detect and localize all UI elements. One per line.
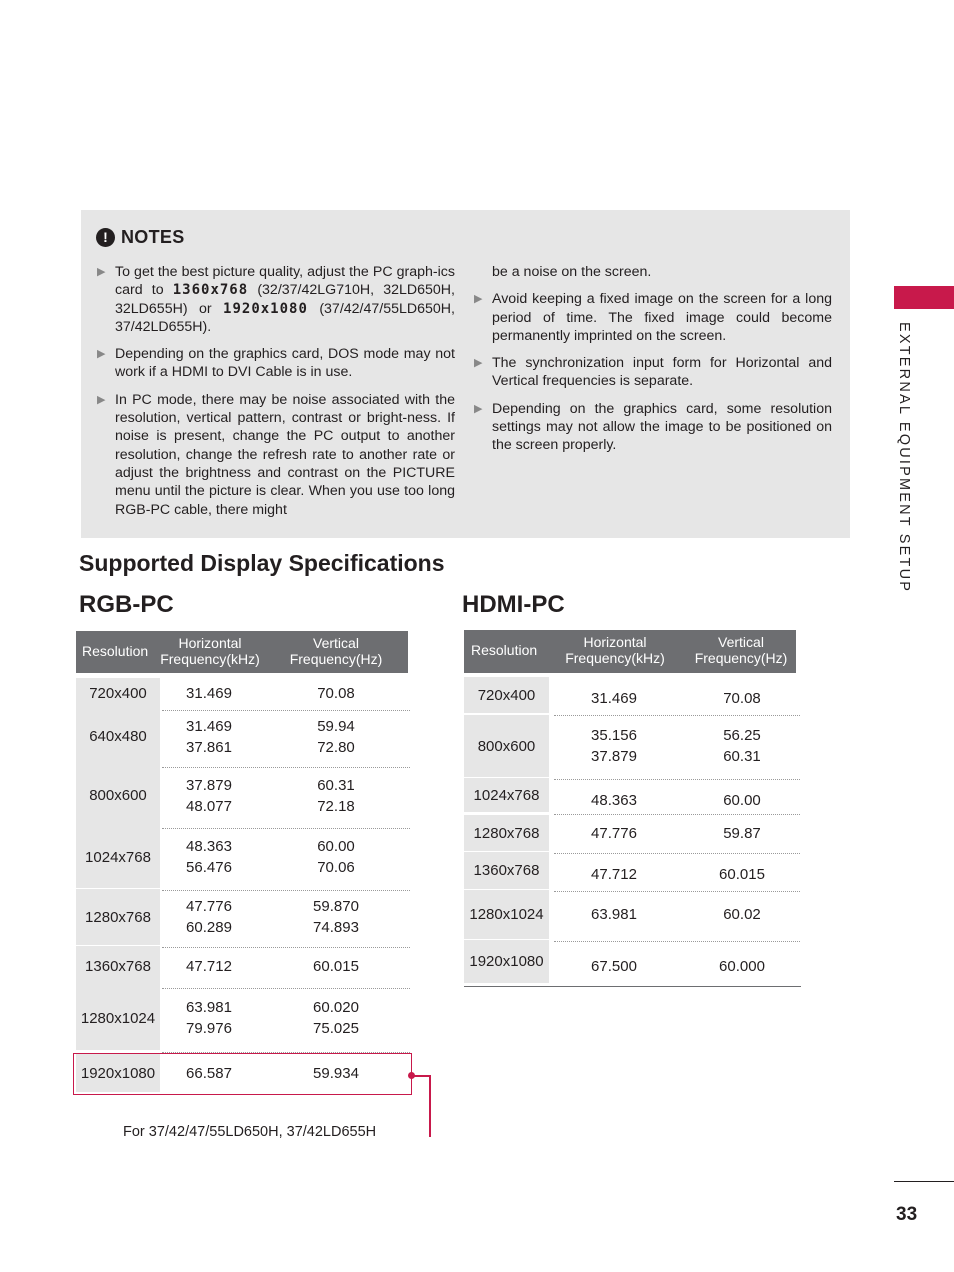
row-divider [554, 779, 800, 780]
horizontal-frequency: 47.712 [186, 957, 232, 975]
vertical-frequency: 60.02 [723, 906, 761, 923]
resolution-cell: 1024x768 [464, 778, 549, 812]
horizontal-frequency: 37.879 [591, 748, 637, 765]
vertical-frequency: 60.000 [719, 958, 765, 975]
arrow-icon: ▶ [97, 348, 106, 361]
page-number: 33 [896, 1204, 918, 1225]
vertical-frequency: 70.08 [723, 689, 761, 707]
note-continuation: be a noise on the screen. [492, 264, 652, 280]
resolution-cell: 640x480 [76, 708, 160, 765]
arrow-icon: ▶ [97, 266, 106, 278]
callout-line [412, 1075, 430, 1077]
vertical-frequency: 60.31 [317, 776, 355, 794]
note-item: ▶ The synchronization input form for Horizontal and Vertical frequencies is separate. [474, 355, 832, 390]
resolution-cell: 800x600 [76, 765, 160, 826]
resolution-code: 1920x1080 [223, 300, 308, 317]
hdmi-pc-title: HDMI-PC [462, 591, 565, 618]
notes-title: NOTES [121, 226, 185, 247]
horizontal-frequency: 47.712 [591, 866, 637, 883]
row-divider [162, 710, 410, 711]
resolution-code: 1360x768 [172, 282, 249, 299]
sidebar-label: EXTERNAL EQUIPMENT SETUP [896, 322, 912, 594]
notes-right-column [474, 263, 832, 464]
resolution-cell: 1280x768 [464, 815, 549, 851]
resolution-cell: 1024x768 [76, 826, 160, 888]
exclamation-icon: ! [96, 228, 115, 247]
vertical-frequency: 70.06 [317, 859, 355, 876]
resolution-cell: 1360x768 [464, 852, 549, 889]
row-divider [162, 890, 410, 891]
table-header: Resolution Horizontal Frequency(kHz) Vertical Frequency(Hz) [464, 630, 796, 673]
row-divider [162, 828, 410, 829]
vertical-frequency: 60.00 [317, 838, 355, 855]
note-item: ▶ Avoid keeping a fixed image on the screen for a long period of time. The fixed image could become permanently imprinted on the screen. [474, 291, 832, 344]
horizontal-frequency: 63.981 [591, 906, 637, 923]
horizontal-frequency: 66.587 [186, 1064, 232, 1082]
vertical-frequency: 60.00 [723, 791, 761, 809]
resolution-cell: 1360x768 [76, 946, 160, 986]
row-divider [162, 988, 410, 989]
vertical-frequency: 59.934 [313, 1064, 359, 1082]
arrow-icon: ▶ [474, 293, 483, 306]
callout-line [429, 1075, 431, 1137]
notes-header [96, 225, 185, 249]
horizontal-frequency: 47.776 [186, 898, 232, 915]
notes-left-column [97, 263, 455, 528]
arrow-icon: ▶ [474, 402, 483, 415]
horizontal-frequency: 48.363 [186, 838, 232, 855]
vertical-frequency: 74.893 [313, 919, 359, 936]
highlight-box [73, 1053, 412, 1095]
horizontal-frequency: 47.776 [591, 824, 637, 842]
arrow-icon: ▶ [474, 357, 483, 370]
horizontal-frequency: 37.861 [186, 738, 232, 756]
resolution-cell: 720x400 [464, 677, 549, 713]
row-divider [554, 891, 800, 892]
horizontal-frequency: 37.879 [186, 776, 232, 794]
row-divider [554, 941, 800, 942]
vertical-frequency: 60.31 [723, 748, 761, 765]
horizontal-frequency: 60.289 [186, 919, 232, 936]
horizontal-frequency: 79.976 [186, 1020, 232, 1037]
row-divider [554, 814, 800, 815]
vertical-frequency: 56.25 [723, 727, 761, 744]
resolution-cell: 800x600 [464, 715, 549, 777]
row-divider [162, 767, 410, 768]
table-header: Resolution Horizontal Frequency(kHz) Vertical Frequency(Hz) [76, 631, 408, 673]
vertical-frequency: 59.94 [317, 717, 355, 735]
resolution-cell: 720x400 [76, 678, 160, 708]
resolution-cell: 1280x768 [76, 889, 160, 945]
horizontal-frequency: 35.156 [591, 727, 637, 744]
vertical-frequency: 72.18 [317, 797, 355, 815]
resolution-cell: 1920x1080 [76, 1054, 160, 1092]
arrow-icon: ▶ [97, 393, 106, 406]
horizontal-frequency: 31.469 [186, 684, 232, 702]
vertical-frequency: 60.015 [313, 957, 359, 975]
note-item: ▶ In PC mode, there may be noise associated with the resolution, vertical pattern, contrast or bright-ness. If noise is present, change the PC output to another resolution, change the refresh rate to another rate or adjust the brightness and contrast on the PICTURE menu until the picture is clear. When you use too long RGB-PC cable, there might [97, 391, 455, 518]
vertical-frequency: 59.87 [723, 824, 761, 842]
horizontal-frequency: 63.981 [186, 999, 232, 1016]
row-divider [162, 947, 410, 948]
row-divider [554, 715, 800, 716]
note-item: ▶ Depending on the graphics card, some resolution settings may not allow the image to be positioned on the screen properly. [474, 400, 832, 454]
footnote: For 37/42/47/55LD650H, 37/42LD655H [123, 1124, 377, 1140]
horizontal-frequency: 48.077 [186, 797, 232, 815]
resolution-cell: 1920x1080 [464, 940, 549, 983]
horizontal-frequency: 31.469 [591, 689, 637, 707]
section-tab [894, 286, 954, 309]
vertical-frequency: 59.870 [313, 898, 359, 915]
horizontal-frequency: 56.476 [186, 859, 232, 876]
horizontal-frequency: 67.500 [591, 958, 637, 975]
section-title: Supported Display Specifications [79, 550, 445, 576]
vertical-frequency: 75.025 [313, 1020, 359, 1037]
vertical-frequency: 72.80 [317, 738, 355, 756]
note-item: ▶ Depending on the graphics card, DOS mode may not work if a HDMI to DVI Cable is in use. [97, 346, 455, 381]
table-bottom-rule [464, 986, 801, 987]
horizontal-frequency: 48.363 [591, 791, 637, 809]
horizontal-frequency: 31.469 [186, 717, 232, 735]
row-divider [554, 853, 800, 854]
page-rule [894, 1181, 954, 1182]
vertical-frequency: 70.08 [317, 684, 355, 702]
vertical-frequency: 60.015 [719, 866, 765, 883]
rgb-pc-title: RGB-PC [79, 591, 174, 618]
note-item: ▶ To get the best picture quality, adjust the PC graph-ics card to 1360x768 (32/37/42LG710H, 32LD650H, 32LD655H) or 1920x1080 (37/42/47/55LD650H, 37/42LD655H). [97, 264, 455, 335]
vertical-frequency: 60.020 [313, 999, 359, 1016]
resolution-cell: 1280x1024 [76, 986, 160, 1050]
resolution-cell: 1280x1024 [464, 890, 549, 939]
